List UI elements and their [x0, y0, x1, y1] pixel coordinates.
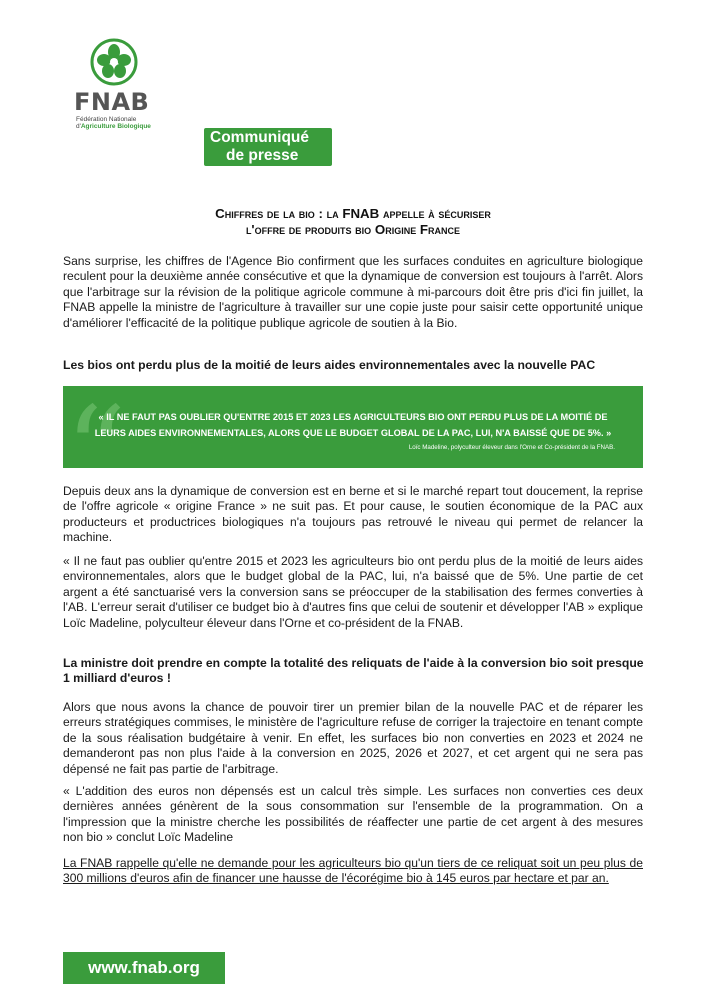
quote-mark-icon: “	[65, 386, 127, 468]
page-title-line-1: Chiffres de la bio : la FNAB appelle à sécuriser	[215, 206, 491, 221]
paragraph-4: Alors que nous avons la chance de pouvoir tirer un premier bilan de la nouvelle PAC et de réparer les erreurs stratégiques commises, le ministère de l'agriculture refuse de corriger la trajectoire en tenant compte de la sous réalisation budgétaire à venir. En effet, les surfaces bio non converties en 2023 et 2024 ne demanderont pas non plus l'aide à la conversion en 2025, 2026 et 2027, et cet argent qui ne sera pas dépensé ne fait pas partie de l'arbitrage.	[63, 700, 643, 776]
quote-line-2: LEURS AIDES ENVIRONNEMENTALES, ALORS QUE LE BUDGET GLOBAL DE LA PAC, LUI, N'A BAISSÉ QUE DE 5%. »	[94, 428, 612, 438]
paragraph-5: « L'addition des euros non dépensés est un calcul très simple. Les surfaces non converties ces deux dernières années génèrent de la sous consommation sur l'ensemble de la programmation. On a l'impression que la ministre cherche les possibilités de réaffecter une partie de cet argent à des mesures non bio » conclut Loïc Madeline	[63, 784, 643, 845]
quote-author: Loïc Madeline, polyculteur éleveur dans l'Orne et Co-président de la FNAB.	[408, 444, 615, 451]
logo-subtitle-2: d'Agriculture Biologique	[76, 123, 151, 130]
quote-box	[63, 386, 643, 468]
logo-wordmark: FNAB	[74, 88, 150, 116]
website-link[interactable]: www.fnab.org	[88, 958, 200, 977]
badge-line-1: Communiqué	[210, 129, 310, 146]
quote-line-1: « IL NE FAUT PAS OUBLIER QU'ENTRE 2015 ET 2023 LES AGRICULTEURS BIO ONT PERDU PLUS DE LA MOITIÉ DE	[98, 412, 608, 422]
paragraph-2: Depuis deux ans la dynamique de conversion est en berne et si le marché repart tout doucement, la reprise de l'offre agricole « origine France » ne suit pas. Et pour cause, le soutien économique de la PAC aux producteurs et productrices biologiques n'a toujours pas retrouvé le niveau qui permet de relancer la machine.	[63, 484, 643, 545]
paragraph-3: « Il ne faut pas oublier qu'entre 2015 et 2023 les agriculteurs bio ont perdu plus de la moitié de leurs aides environnementales, alors que le budget global de la PAC, lui, n'a baissé que de 5%. Une partie de cet argent a été sanctuarisé vers la conversion sans se préoccuper de la stabilisation des fermes converties à l'AB. L'erreur serait d'utiliser ce budget bio à d'autres fins que celui de soutenir et développer l'AB » explique Loïc Madeline, polyculteur éleveur dans l'Orne et co-président de la FNAB.	[63, 554, 643, 630]
intro-paragraph: Sans surprise, les chiffres de l'Agence Bio confirment que les surfaces conduites en agriculture biologique reculent pour la deuxième année consécutive et que la dynamique de conversion est toujours à l'arrêt. Alors que l'arbitrage sur la révision de la politique agricole commune à mi-parcours doit être pris d'ici fin juillet, la FNAB appelle la ministre de l'agriculture à travailler sur une copie juste pour saisir cette opportunité unique d'améliorer l'efficacité de la politique publique agricole de soutien à la Bio.	[63, 254, 643, 330]
section-heading-1: Les bios ont perdu plus de la moitié de leurs aides environnementales avec la nouvelle PAC	[63, 358, 596, 372]
badge-line-2: de presse	[226, 147, 299, 164]
logo-subtitle: Fédération Nationale	[76, 116, 137, 123]
page-title-line-2: l'offre de produits bio Origine France	[245, 222, 461, 237]
flower-icon	[90, 38, 138, 86]
paragraph-6: La FNAB rappelle qu'elle ne demande pour les agriculteurs bio qu'un tiers de ce reliquat soit un peu plus de 300 millions d'euros afin de financer une hausse de l'écorégime bio à 145 euros par hectare et par an.	[63, 856, 643, 886]
section-heading-2: La ministre doit prendre en compte la totalité des reliquats de l'aide à la conversion bio soit presque 1 milliard d'euros !	[63, 656, 644, 686]
